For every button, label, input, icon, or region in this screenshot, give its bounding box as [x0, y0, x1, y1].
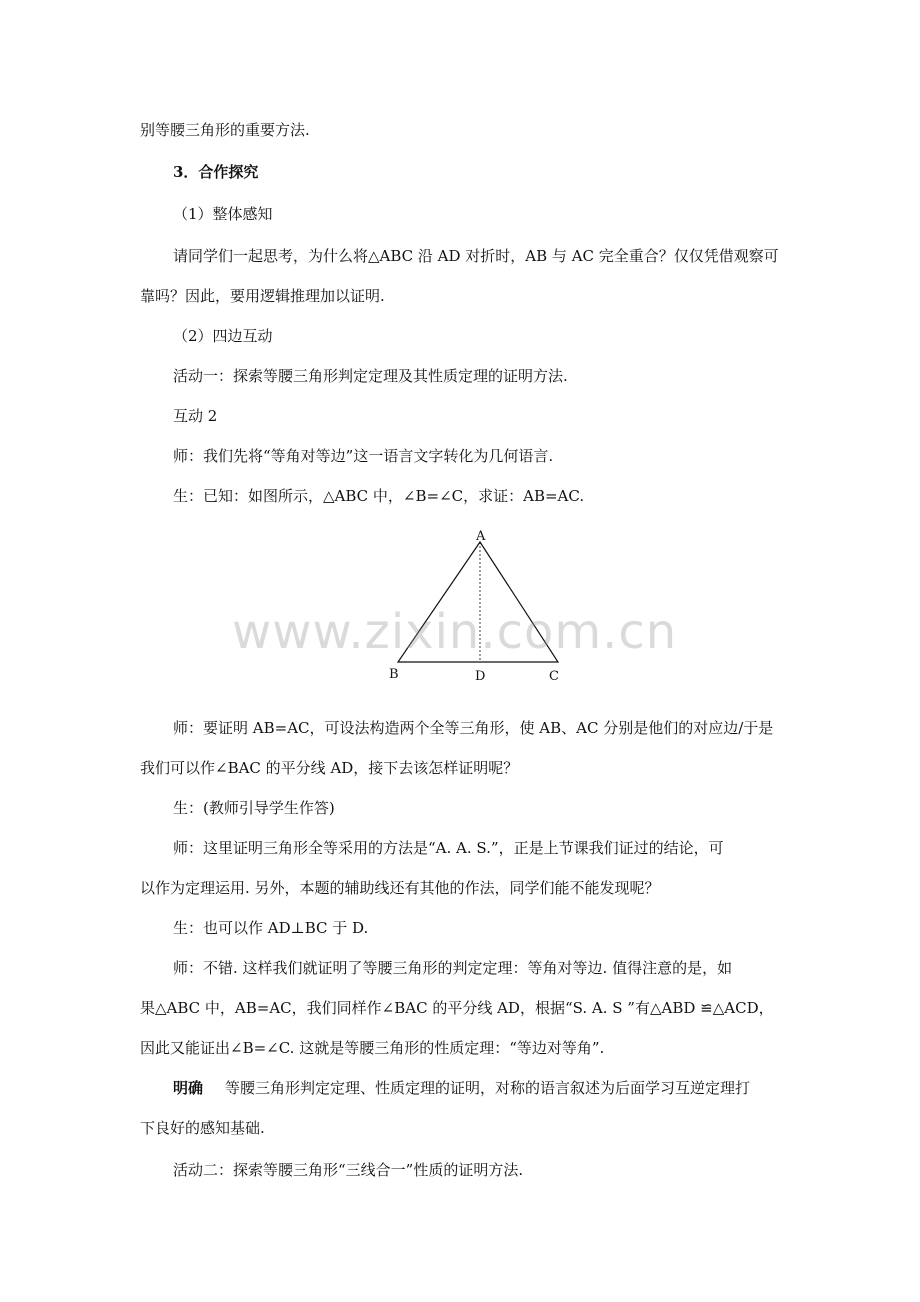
paragraph-line: 生：(教师引导学生作答) — [173, 799, 335, 817]
label-d: D — [475, 669, 486, 684]
paragraph-line: 生：已知：如图所示，△ABC 中，∠B=∠C，求证：AB=AC. — [173, 487, 585, 505]
paragraph-line: 请同学们一起思考，为什么将△ABC 沿 AD 对折时，AB 与 AC 完全重合？仅仅凭借观察可 — [173, 247, 779, 265]
label-b: B — [389, 667, 399, 682]
paragraph-line: 我们可以作∠BAC 的平分线 AD，接下去该怎样证明呢？ — [140, 759, 519, 777]
clear-label: 明确 — [173, 1079, 204, 1097]
paragraph-line — [173, 1078, 750, 1098]
section-heading: 3．合作探究 — [173, 163, 259, 181]
paragraph-line: 师：我们先将“等角对等边”这一语言文字转化为几何语言. — [173, 447, 554, 465]
paragraph-line: 生：也可以作 AD⊥BC 于 D. — [173, 919, 369, 937]
paragraph-line: 下良好的感知基础. — [140, 1119, 265, 1137]
paragraph-line: 果△ABC 中，AB=AC，我们同样作∠BAC 的平分线 AD，根据“S. A. S ”有△ABD ≌△ACD， — [140, 999, 774, 1017]
paragraph-line: 以作为定理运用. 另外，本题的辅助线还有其他的作法，同学们能不能发现呢？ — [140, 879, 660, 897]
subsection-heading: （2）四边互动 — [173, 327, 273, 345]
paragraph-line: 活动一：探索等腰三角形判定定理及其性质定理的证明方法. — [173, 367, 568, 385]
paragraph-line: 活动二：探索等腰三角形“三线合一”性质的证明方法. — [173, 1161, 524, 1179]
paragraph-line: 互动 2 — [173, 407, 218, 425]
label-c: C — [549, 669, 559, 684]
paragraph-line: 师：要证明 AB=AC，可设法构造两个全等三角形，使 AB、AC 分别是他们的对应边/于是 — [173, 719, 774, 737]
paragraph-line: 师：这里证明三角形全等采用的方法是“A. A. S.”，正是上节课我们证过的结论，可 — [173, 839, 724, 857]
watermark: www.zixin.com.cn — [232, 604, 678, 660]
clear-text: 等腰三角形判定定理、性质定理的证明，对称的语言叙述为后面学习互逆定理打 — [225, 1079, 751, 1097]
subsection-heading: （1）整体感知 — [173, 205, 273, 223]
paragraph-line: 师：不错. 这样我们就证明了等腰三角形的判定定理：等角对等边. 值得注意的是，如 — [173, 959, 733, 977]
paragraph-line: 因此又能证出∠B=∠C. 这就是等腰三角形的性质定理：“等边对等角”. — [140, 1039, 605, 1057]
paragraph-line: 别等腰三角形的重要方法. — [140, 121, 310, 139]
label-a: A — [476, 529, 486, 544]
paragraph-line: 靠吗？因此，要用逻辑推理加以证明. — [140, 287, 385, 305]
